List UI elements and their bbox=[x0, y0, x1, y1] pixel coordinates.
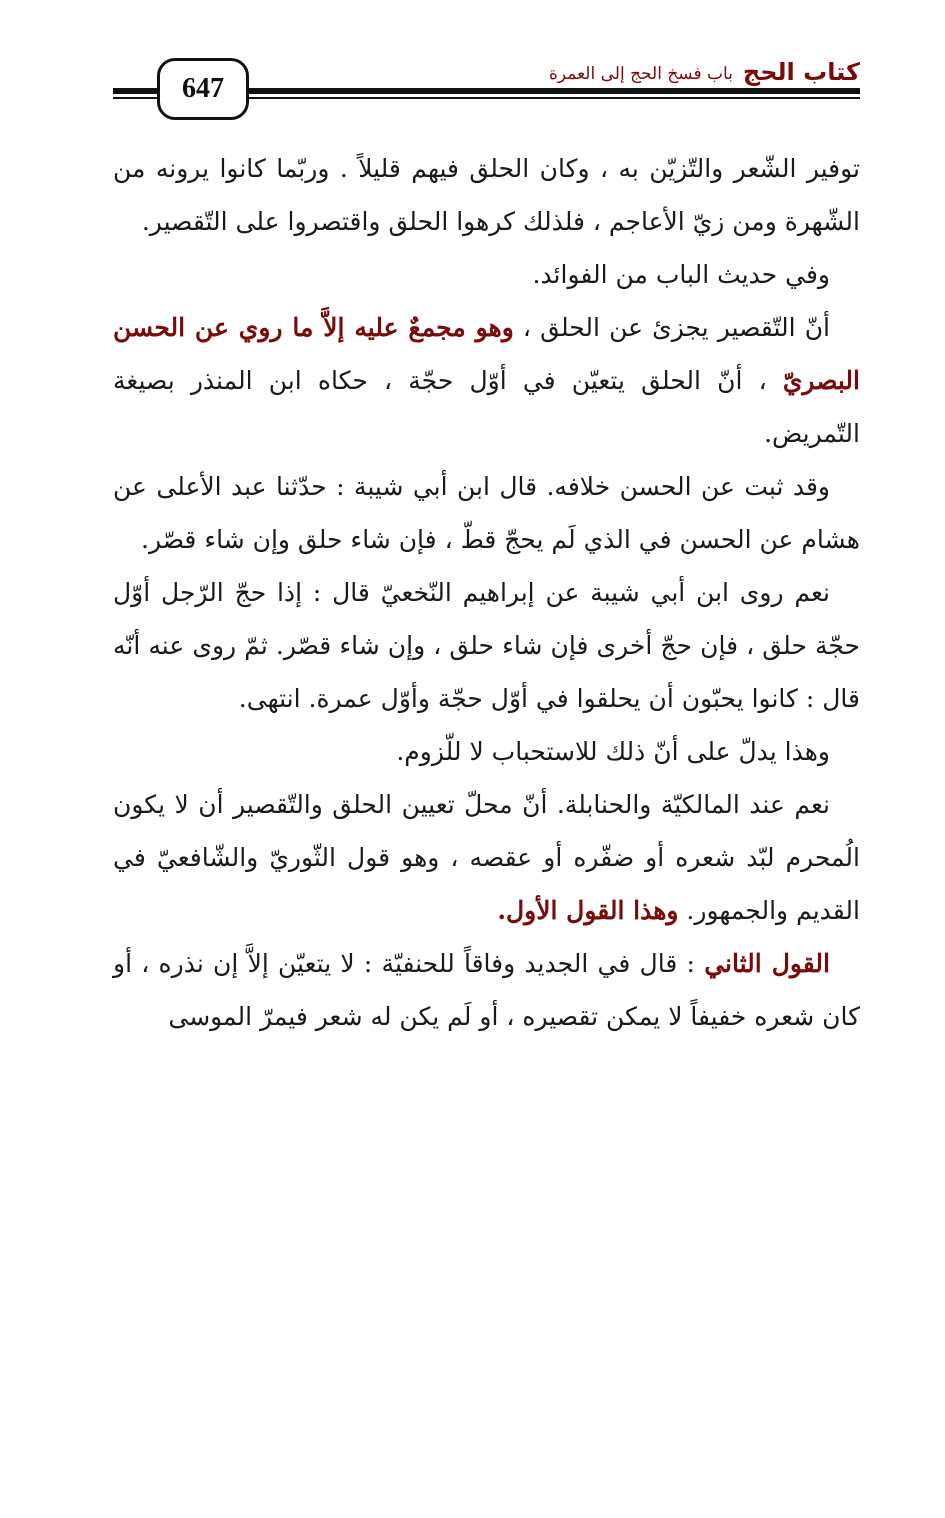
body-paragraph bbox=[113, 460, 860, 566]
paragraph-text: توفير الشّعر والتّزيّن به ، وكان الحلق فيهم قليلاً . وربّما كانوا يرونه من الشّهرة ومن زيّ الأعاجم ، فلذلك كرهوا الحلق واقتصروا على التّقصير. bbox=[113, 154, 860, 236]
paragraph-text: وقد ثبت عن الحسن خلافه. قال ابن أبي شيبة : حدّثنا عبد الأعلى عن هشام عن الحسن في الذي لَم يحجّ قطّ ، فإن شاء حلق وإن شاء قصّر. bbox=[113, 472, 860, 554]
paragraph-text: نعم روى ابن أبي شيبة عن إبراهيم النّخعيّ قال : إذا حجّ الرّجل أوّل حجّة حلق ، فإن حجّ أخرى فإن شاء حلق ، وإن شاء قصّر. ثمّ روى عنه أنّه قال : كانوا يحبّون أن يحلقوا في أوّل حجّة وأوّل عمرة. انتهى. bbox=[113, 578, 860, 713]
body-paragraph bbox=[113, 248, 860, 301]
book-title: كتاب الحج bbox=[742, 58, 860, 86]
body-paragraph bbox=[113, 725, 860, 778]
paragraph-text: وفي حديث الباب من الفوائد. bbox=[532, 260, 830, 289]
page-body bbox=[113, 142, 860, 1043]
body-paragraph bbox=[113, 301, 860, 460]
chapter-title: باب فسخ الحج إلى العمرة bbox=[548, 64, 733, 84]
paragraph-text: أنّ التّقصير يجزئ عن الحلق ، bbox=[513, 313, 830, 342]
paragraph-text: وهذا يدلّ على أنّ ذلك للاستحباب لا للّزوم. bbox=[396, 737, 830, 766]
highlighted-text: وهذا القول الأول. bbox=[497, 896, 679, 925]
highlighted-text: وهو مجمعٌ عليه إلاَّ ما روي عن الحسن البصريّ bbox=[113, 313, 860, 395]
body-paragraph bbox=[113, 566, 860, 725]
paragraph-text: : قال في الجديد وفاقاً للحنفيّة : لا يتعيّن إلاَّ إن نذره ، أو كان شعره خفيفاً لا يمكن تقصيره ، أو لَم يكن له شعر فيمرّ الموسى bbox=[113, 949, 860, 1031]
body-paragraph bbox=[113, 937, 860, 1043]
body-paragraph bbox=[113, 142, 860, 248]
paragraph-text: ، أنّ الحلق يتعيّن في أوّل حجّة ، حكاه ابن المنذر بصيغة التّمريض. bbox=[113, 366, 860, 448]
page-header bbox=[113, 50, 860, 120]
highlighted-text: القول الثاني bbox=[704, 949, 830, 978]
running-title bbox=[549, 50, 860, 86]
page-number: 647 bbox=[157, 58, 249, 120]
body-paragraph bbox=[113, 778, 860, 937]
paragraph-text: نعم عند المالكيّة والحنابلة. أنّ محلّ تعيين الحلق والتّقصير أن لا يكون الُمحرم لبّد شعره أو ضفّره أو عقصه ، وهو قول الثّوريّ والشّافعيّ في القديم والجمهور. bbox=[113, 790, 860, 925]
